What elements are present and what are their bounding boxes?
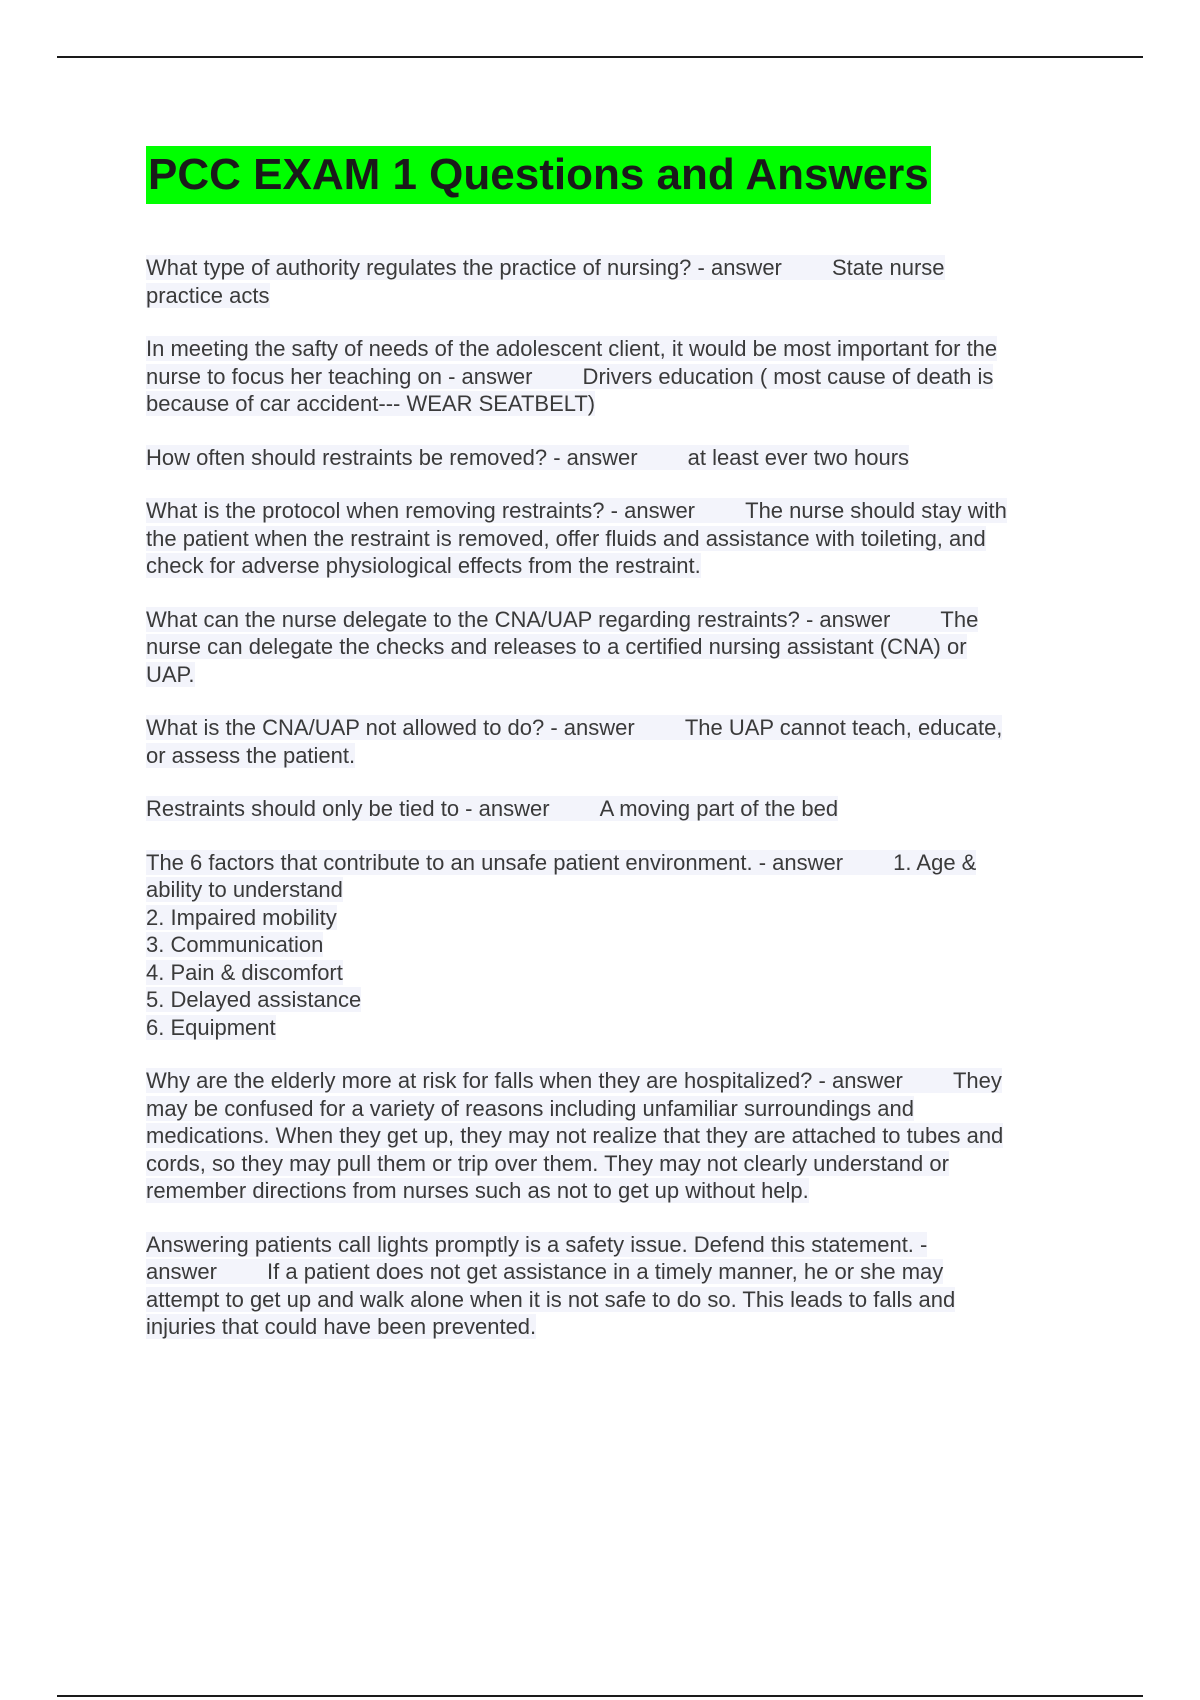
qa-line-text: attempt to get up and walk alone when it is not safe to do so. This leads to falls and xyxy=(146,1286,956,1312)
qa-line xyxy=(146,363,1096,391)
qa-item xyxy=(146,497,1096,580)
qa-line-text: cords, so they may pull them or trip over them. They may not clearly understand or xyxy=(146,1150,949,1176)
qa-line xyxy=(146,959,1096,987)
qa-line xyxy=(146,661,1096,689)
qa-line xyxy=(146,986,1096,1014)
qa-line-text: Restraints should only be tied to - answer A moving part of the bed xyxy=(146,796,839,821)
qa-line xyxy=(146,525,1096,553)
qa-line xyxy=(146,633,1096,661)
qa-line-text: 5. Delayed assistance xyxy=(146,987,362,1012)
qa-line xyxy=(146,335,1096,363)
qa-line-text: check for adverse physiological effects from the restraint. xyxy=(146,553,701,578)
qa-line xyxy=(146,1177,1096,1205)
qa-line-text: The 6 factors that contribute to an unsafe patient environment. - answer 1. Age & xyxy=(146,849,977,875)
qa-line-text: 2. Impaired mobility xyxy=(146,904,337,930)
qa-line xyxy=(146,390,1096,418)
qa-line-text: Answering patients call lights promptly is a safety issue. Defend this statement. - xyxy=(146,1231,928,1257)
qa-line xyxy=(146,1313,1096,1341)
qa-line xyxy=(146,497,1096,525)
qa-line-text: medications. When they get up, they may not realize that they are attached to tubes and xyxy=(146,1123,1004,1148)
qa-line-text: ability to understand xyxy=(146,877,343,902)
qa-line xyxy=(146,1095,1096,1123)
qa-line-text: 4. Pain & discomfort xyxy=(146,959,343,985)
qa-line-text: the patient when the restraint is removed, offer fluids and assistance with toileting, and xyxy=(146,525,986,551)
qa-line xyxy=(146,849,1096,877)
qa-line-text: because of car accident--- WEAR SEATBELT) xyxy=(146,391,596,416)
qa-line xyxy=(146,1067,1096,1095)
qa-line-text: How often should restraints be removed? - answer at least ever two hours xyxy=(146,444,910,470)
qa-line xyxy=(146,931,1096,959)
qa-line xyxy=(146,1150,1096,1178)
qa-item xyxy=(146,1067,1096,1205)
qa-line xyxy=(146,254,1096,282)
qa-line-text: or assess the patient. xyxy=(146,742,356,768)
qa-line xyxy=(146,1014,1096,1042)
qa-item xyxy=(146,1231,1096,1341)
document-title: PCC EXAM 1 Questions and Answers xyxy=(146,146,931,204)
qa-item xyxy=(146,606,1096,689)
qa-line xyxy=(146,282,1096,310)
qa-line-text: practice acts xyxy=(146,282,270,308)
qa-line-text: What can the nurse delegate to the CNA/UAP regarding restraints? - answer The xyxy=(146,606,979,632)
qa-item xyxy=(146,444,1096,472)
qa-line-text: 6. Equipment xyxy=(146,1014,276,1040)
qa-line-text: injuries that could have been prevented. xyxy=(146,1314,537,1339)
title-block xyxy=(146,146,931,204)
qa-line-text: answer If a patient does not get assistance in a timely manner, he or she may xyxy=(146,1259,944,1284)
qa-item xyxy=(146,335,1096,418)
bottom-rule xyxy=(57,1695,1143,1697)
qa-line xyxy=(146,742,1096,770)
qa-item xyxy=(146,795,1096,823)
qa-line xyxy=(146,904,1096,932)
qa-line-text: UAP. xyxy=(146,661,195,687)
qa-line xyxy=(146,1286,1096,1314)
qa-line-text: What type of authority regulates the practice of nursing? - answer State nurse xyxy=(146,255,945,280)
qa-line xyxy=(146,714,1096,742)
qa-line-text: 3. Communication xyxy=(146,932,324,957)
qa-line-text: In meeting the safty of needs of the adolescent client, it would be most important for the xyxy=(146,336,998,361)
qa-line-text: Why are the elderly more at risk for falls when they are hospitalized? - answer They xyxy=(146,1068,1002,1093)
qa-line xyxy=(146,1231,1096,1259)
qa-line xyxy=(146,552,1096,580)
qa-list xyxy=(146,254,1096,1367)
qa-line-text: What is the protocol when removing restraints? - answer The nurse should stay with xyxy=(146,498,1007,523)
qa-line xyxy=(146,606,1096,634)
qa-item xyxy=(146,849,1096,1042)
qa-line xyxy=(146,876,1096,904)
qa-line-text: may be confused for a variety of reasons including unfamiliar surroundings and xyxy=(146,1095,914,1121)
qa-line-text: nurse can delegate the checks and releases to a certified nursing assistant (CNA) or xyxy=(146,634,967,659)
qa-line xyxy=(146,1258,1096,1286)
qa-line xyxy=(146,1122,1096,1150)
qa-line-text: What is the CNA/UAP not allowed to do? - answer The UAP cannot teach, educate, xyxy=(146,715,1003,740)
top-rule xyxy=(57,56,1143,58)
qa-item xyxy=(146,714,1096,769)
qa-line xyxy=(146,444,1096,472)
qa-item xyxy=(146,254,1096,309)
qa-line xyxy=(146,795,1096,823)
qa-line-text: remember directions from nurses such as not to get up without help. xyxy=(146,1178,809,1203)
qa-line-text: nurse to focus her teaching on - answer Drivers education ( most cause of death is xyxy=(146,363,994,389)
